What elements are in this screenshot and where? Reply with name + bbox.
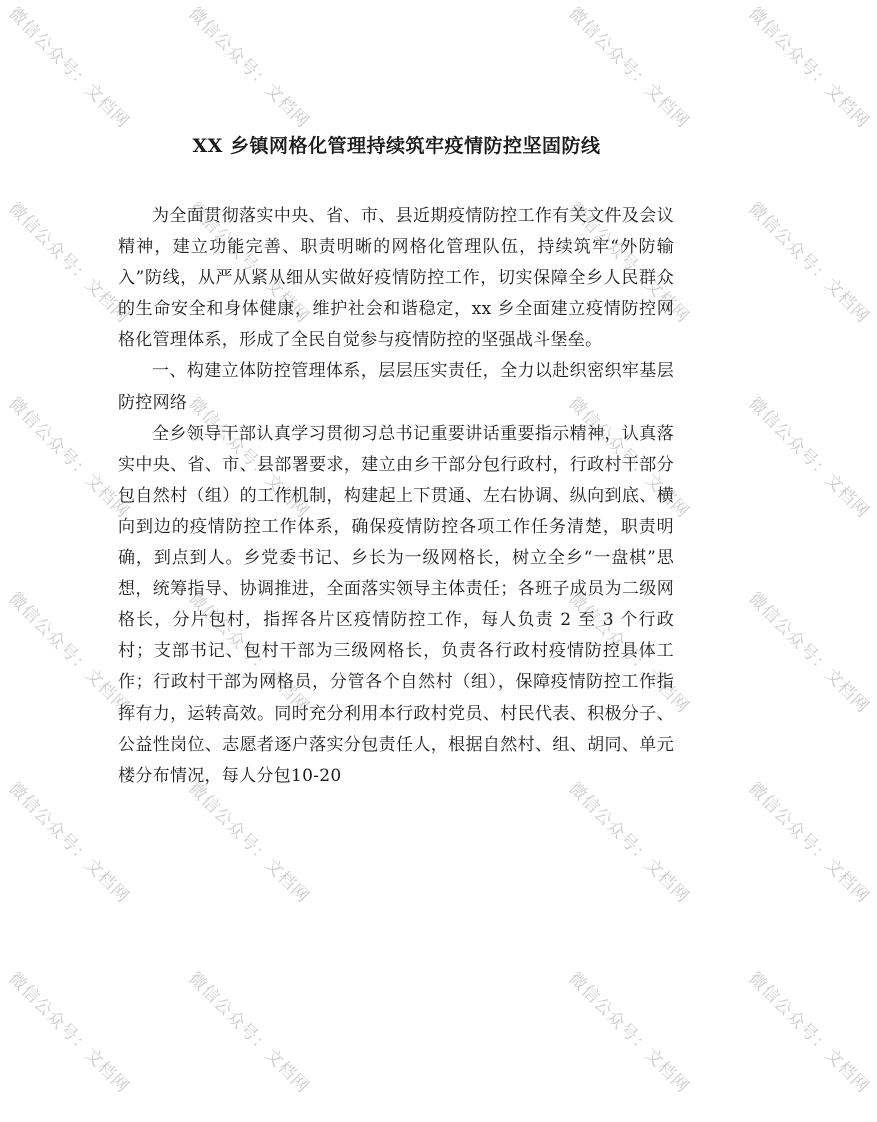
watermark-text: 微信公众号：文档网 (4, 198, 134, 328)
watermark-text: 微信公众号：文档网 (744, 3, 874, 133)
watermark-text: 微信公众号：文档网 (564, 588, 694, 718)
watermark-text: 微信公众号：文档网 (564, 3, 694, 133)
watermark-text: 微信公众号：文档网 (744, 588, 874, 718)
paragraph-section-1: 全乡领导干部认真学习贯彻习总书记重要讲话重要指示精神，认真落实中央、省、市、县部署要求，建立由乡干部分包行政村，行政村干部分包自然村（组）的工作机制，构建起上下贯通、左右协调、纵向到底、横向到边的疫情防控工作体系，确保疫情防控各项工作任务清楚，职责明确，到点到人。乡党委书记、乡长为一级网格长，树立全乡“一盘棋”思想，统筹指导、协调推进，全面落实领导主体责任；各班子成员为二级网格长，分片包村，指挥各片区疫情防控工作，每人负责 2 至 3 个行政村；支部书记、包村干部为三级网格长，负责各行政村疫情防控具体工作；行政村干部为网格员，分管各个自然村（组），保障疫情防控工作指挥有力，运转高效。同时充分利用本行政村党员、村民代表、积极分子、公益性岗位、志愿者逐户落实分包责任人，根据自然村、组、胡同、单元楼分布情况，每人分包10-20 (118, 423, 674, 786)
document-body (118, 201, 674, 792)
watermark-text: 微信公众号：文档网 (4, 393, 134, 523)
watermark-text: 微信公众号：文档网 (744, 393, 874, 523)
watermark-text: 微信公众号：文档网 (184, 588, 314, 718)
paragraph-intro: 为全面贯彻落实中央、省、市、县近期疫情防控工作有关文件及会议精神，建立功能完善、职责明晰的网格化管理队伍，持续筑牢“外防输入”防线，从严从紧从细从实做好疫情防控工作，切实保障全乡人民群众的生命安全和身体健康，维护社会和谐稳定，xx 乡全面建立疫情防控网格化管理体系，形成了全民自觉参与疫情防控的坚强战斗堡垒。 (118, 206, 674, 351)
watermark-text: 微信公众号：文档网 (564, 968, 694, 1098)
document-title: XX 乡镇网格化管理持续筑牢疫情防控坚固防线 (192, 135, 601, 157)
watermark-text: 微信公众号：文档网 (564, 198, 694, 328)
watermark-text: 微信公众号：文档网 (184, 968, 314, 1098)
watermark-text: 微信公众号：文档网 (4, 778, 134, 908)
watermark-text: 微信公众号：文档网 (184, 778, 314, 908)
watermark-text: 微信公众号：文档网 (744, 198, 874, 328)
watermark-text: 微信公众号：文档网 (744, 778, 874, 908)
watermark-text: 微信公众号：文档网 (184, 393, 314, 523)
watermark-text: 微信公众号：文档网 (4, 588, 134, 718)
section-heading: 一、构建立体防控管理体系，层层压实责任，全力以赴织密织牢基层防控网络 (118, 361, 674, 413)
watermark-text: 微信公众号：文档网 (4, 3, 134, 133)
watermark-text: 微信公众号：文档网 (744, 968, 874, 1098)
watermark-text: 微信公众号：文档网 (564, 393, 694, 523)
watermark-text: 微信公众号：文档网 (184, 3, 314, 133)
watermark-text: 微信公众号：文档网 (4, 968, 134, 1098)
watermark-text: 微信公众号：文档网 (564, 778, 694, 908)
watermark-text: 微信公众号：文档网 (184, 198, 314, 328)
